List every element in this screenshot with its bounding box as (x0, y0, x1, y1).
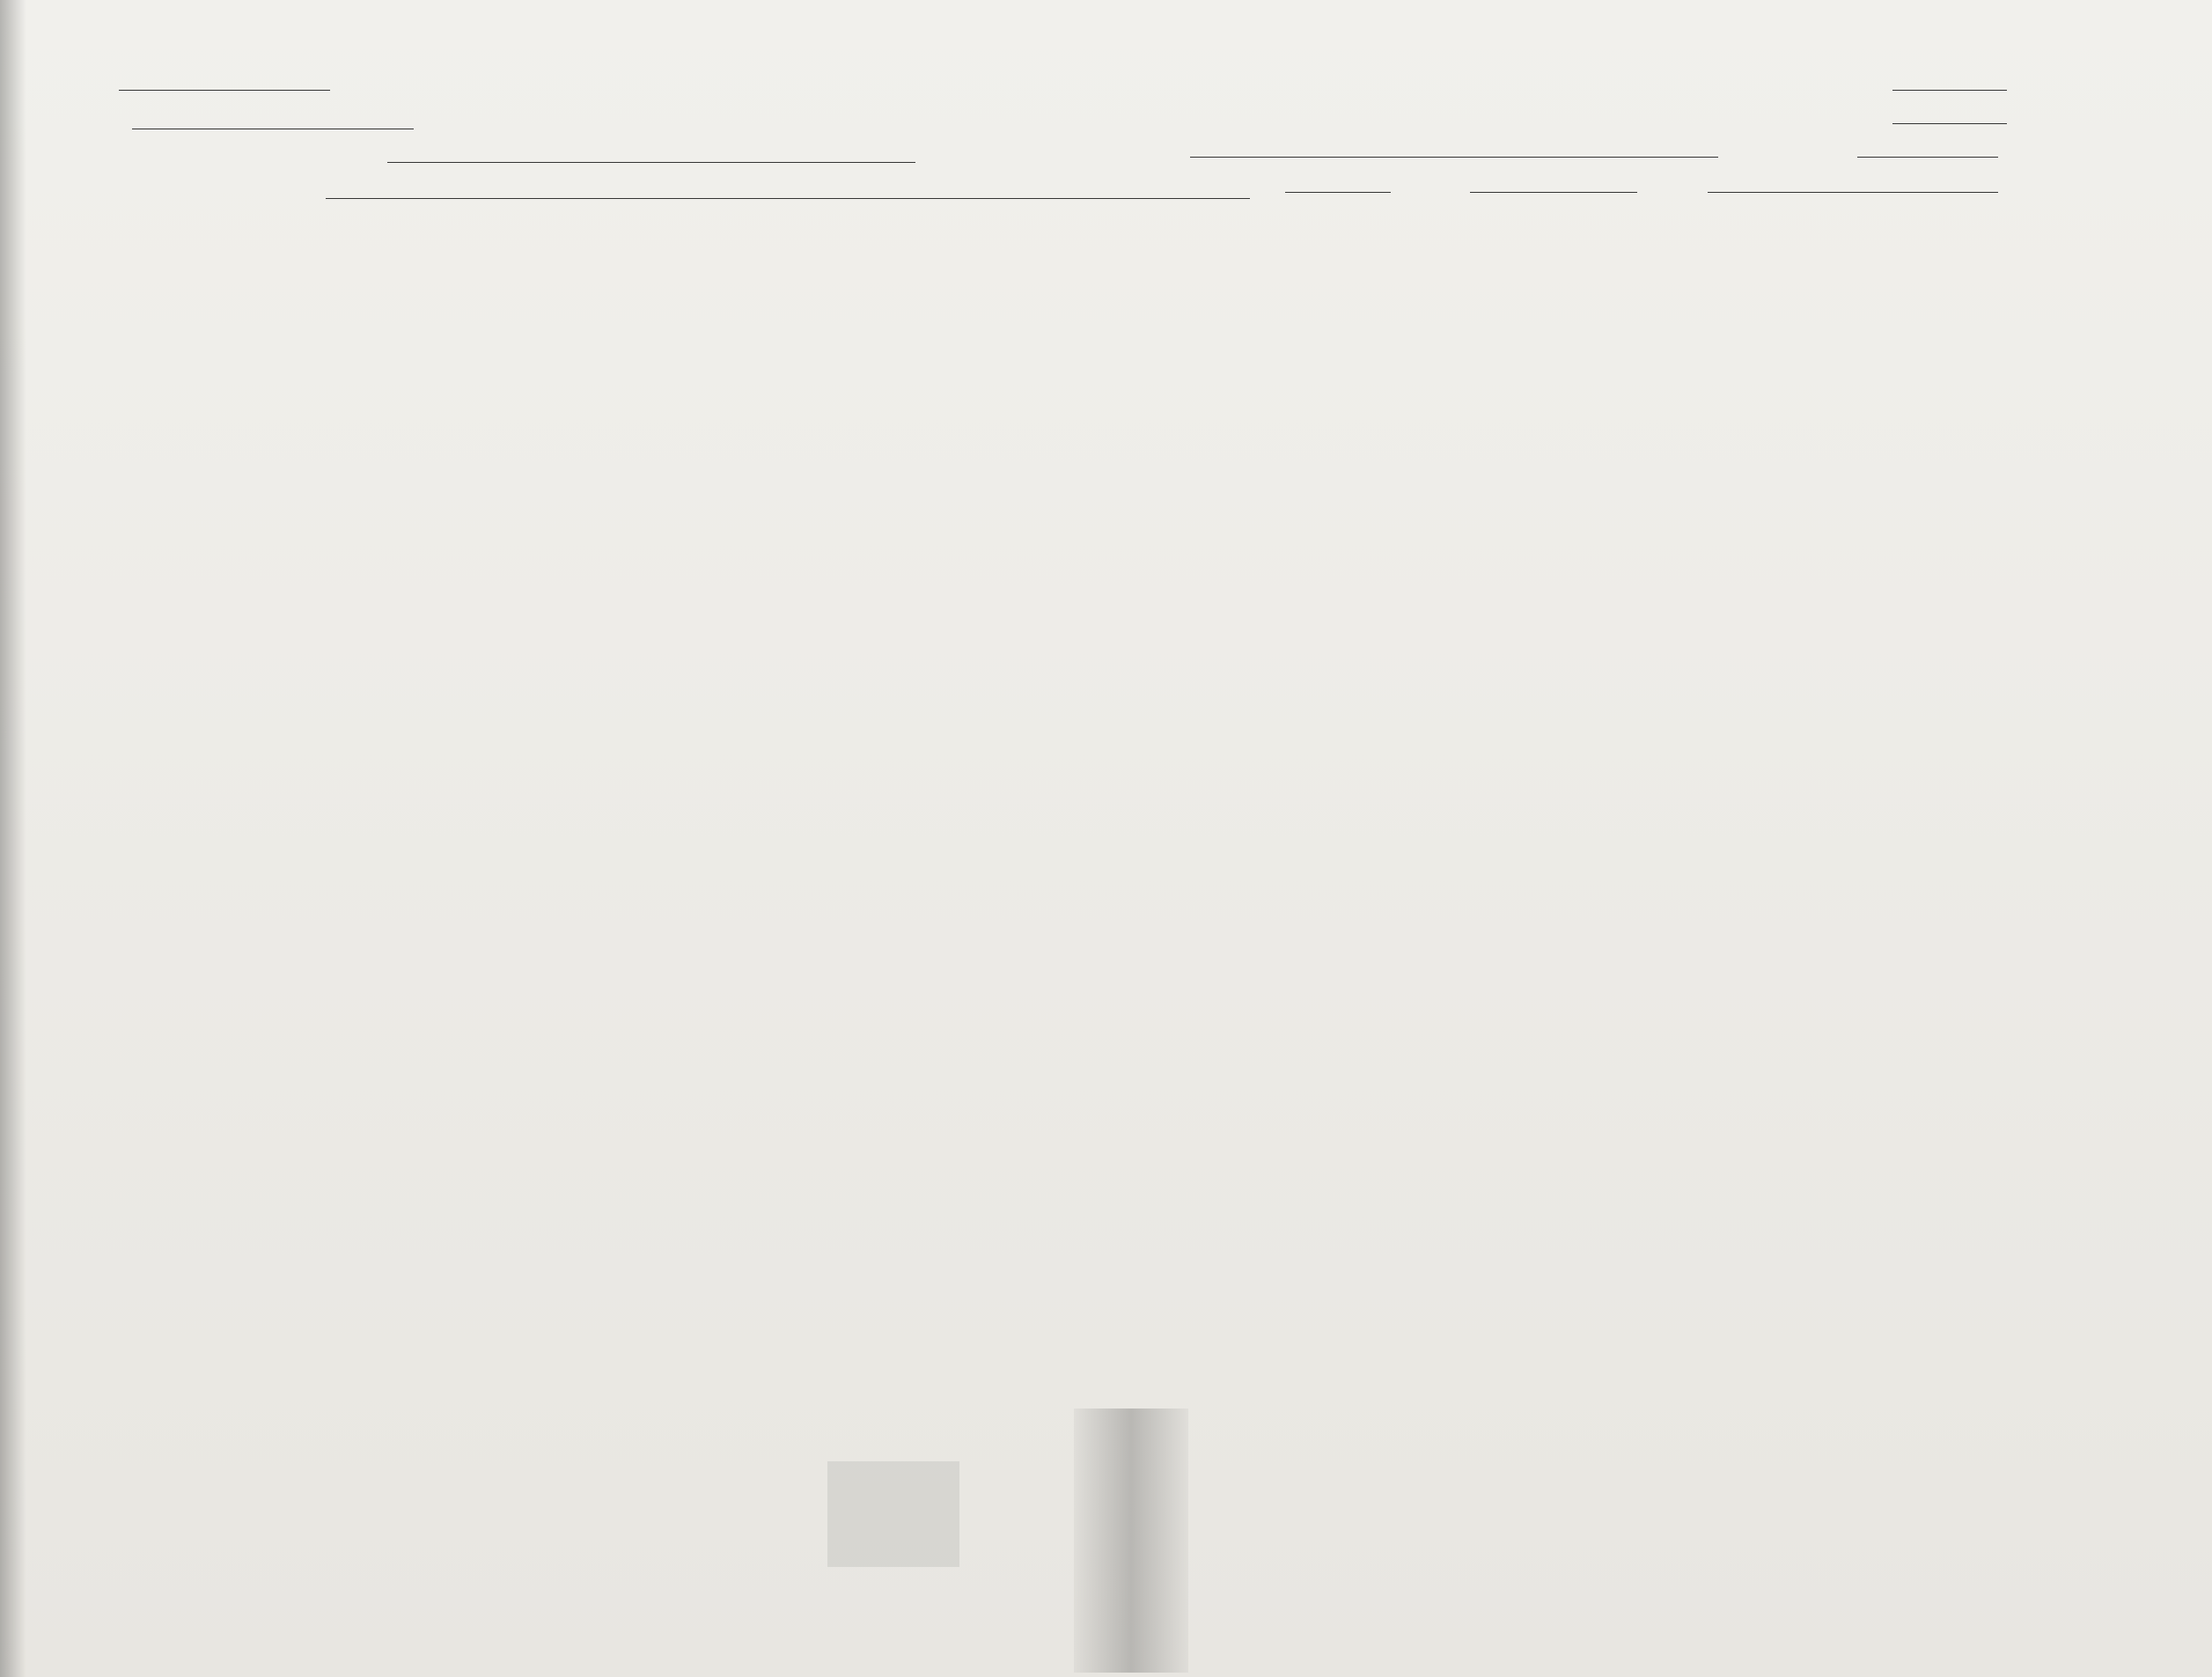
binding-shadow (1074, 1409, 1188, 1673)
faded-stamp (827, 1461, 959, 1567)
